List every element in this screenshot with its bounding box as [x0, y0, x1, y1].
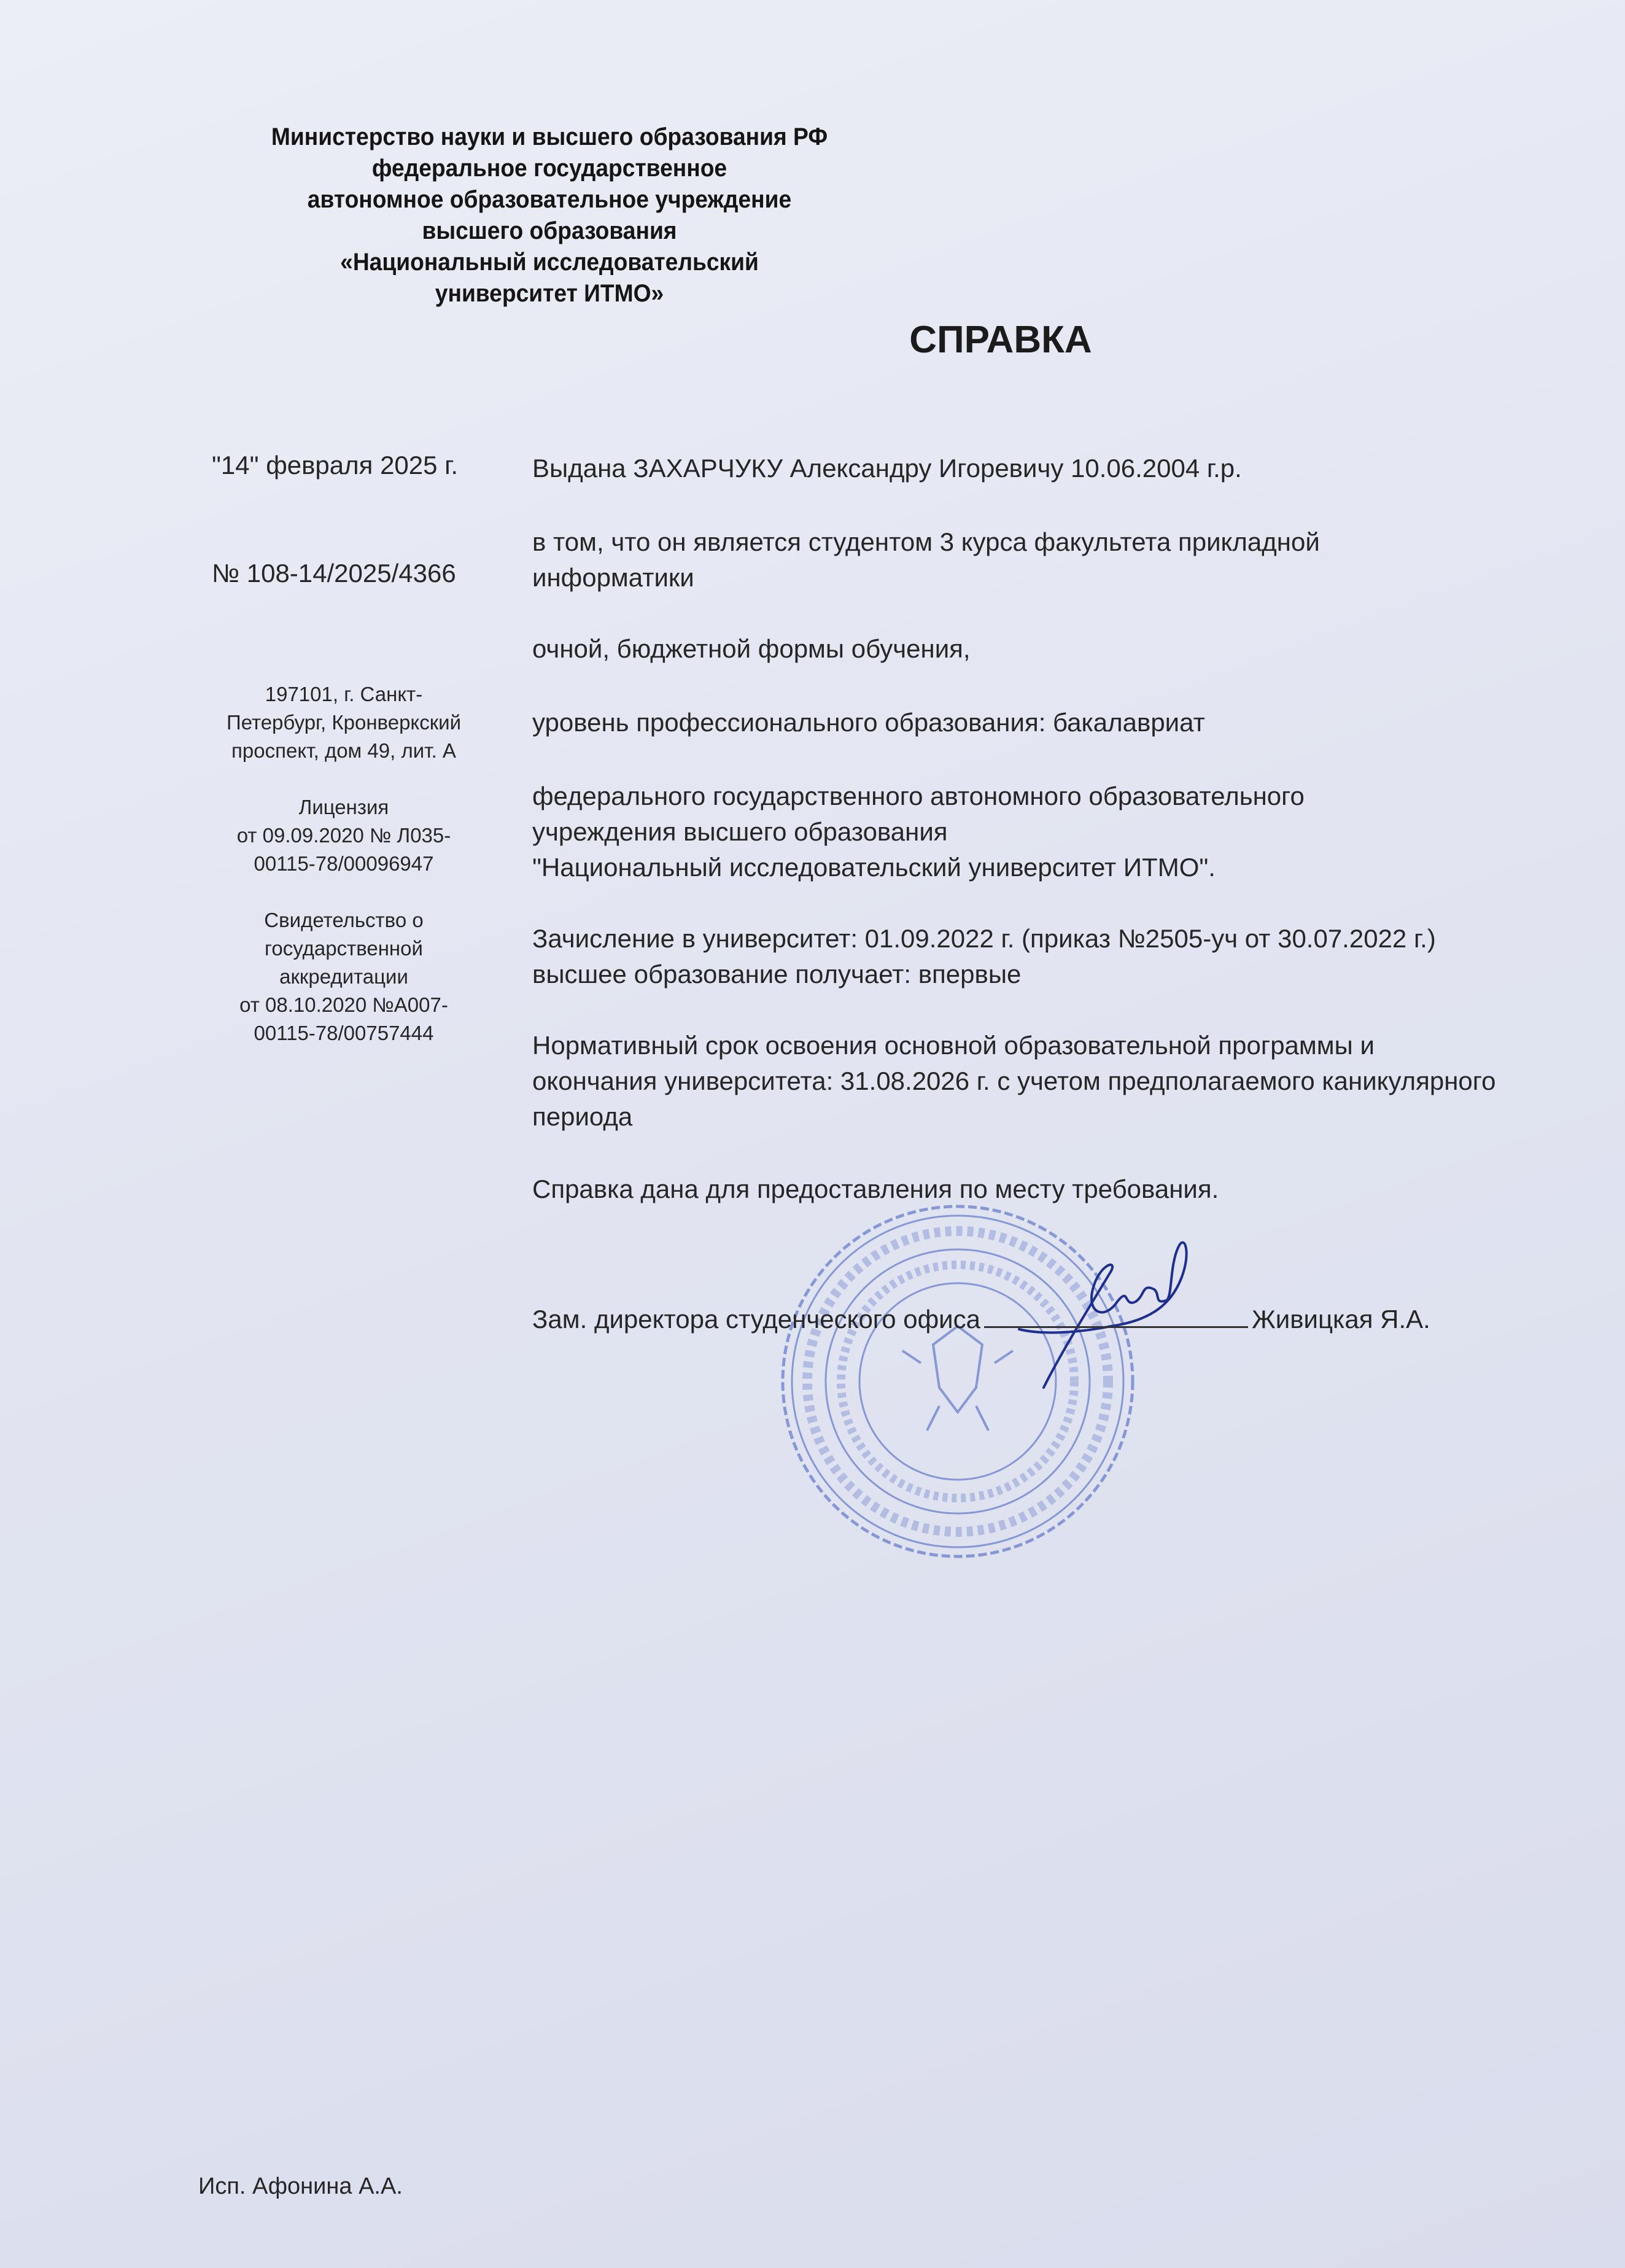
enrollment-line: Зачисление в университет: 01.09.2022 г. (приказ №2505-уч от 30.07.2022 г.) [532, 924, 1436, 953]
document-number: № 108-14/2025/4366 [212, 559, 456, 588]
study-form: очной, бюджетной формы обучения, [532, 634, 971, 663]
org-line: "Национальный исследовательский университет ИТМО". [532, 853, 1216, 882]
student-status: в том, что он является студентом 3 курса факультета прикладной информатики [532, 527, 1320, 592]
study-term: Нормативный срок освоения основной образовательной программы и окончания университета: 31.08.2026 г. с учетом предполагаемого каникулярного периода [532, 1031, 1496, 1131]
ministry-header [210, 122, 890, 309]
accreditation-line: от 08.10.2020 №А007- [239, 993, 448, 1016]
address-line: 197101, г. Санкт- [265, 683, 423, 705]
signer-name: Живицкая Я.А. [1251, 1305, 1430, 1334]
document-title: СПРАВКА [909, 319, 1092, 361]
header-line: автономное образовательное учреждение [307, 186, 792, 213]
org-details [184, 680, 503, 1047]
license-line: от 09.09.2020 № Л035- [236, 824, 451, 847]
address-line: проспект, дом 49, лит. А [231, 739, 456, 762]
header-line: университет ИТМО» [435, 280, 664, 307]
signature-blank [984, 1302, 1248, 1328]
accreditation-line: государственной [265, 937, 423, 960]
purpose: Справка дана для предоставления по месту требования. [532, 1175, 1219, 1203]
accreditation-line: Свидетельство о [264, 909, 424, 931]
executor: Исп. Афонина А.А. [198, 2173, 403, 2199]
header-line: Министерство науки и высшего образования РФ [271, 123, 828, 150]
signature-line [532, 1302, 1430, 1334]
certificate-body [532, 451, 1576, 1207]
accreditation-line: 00115-78/00757444 [254, 1022, 434, 1044]
issued-to: Выдана ЗАХАРЧУКУ Александру Игоревичу 10.06.2004 г.р. [532, 454, 1242, 483]
header-line: высшего образования [422, 217, 677, 244]
license-line: Лицензия [298, 796, 389, 818]
signer-position: Зам. директора студенческого офиса [532, 1305, 980, 1334]
header-line: федеральное государственное [371, 155, 727, 182]
org-line: учреждения высшего образования [532, 817, 948, 846]
education-level: уровень профессионального образования: бакалавриат [532, 708, 1205, 737]
address-line: Петербург, Кронверкский [226, 711, 462, 734]
license-line: 00115-78/00096947 [254, 852, 434, 875]
enrollment-line: высшее образование получает: впервые [532, 960, 1022, 988]
accreditation-line: аккредитации [279, 965, 408, 988]
header-line: «Национальный исследовательский [340, 249, 759, 276]
issue-date: "14" февраля 2025 г. [212, 451, 459, 480]
org-line: федерального государственного автономного образовательного [532, 782, 1305, 810]
